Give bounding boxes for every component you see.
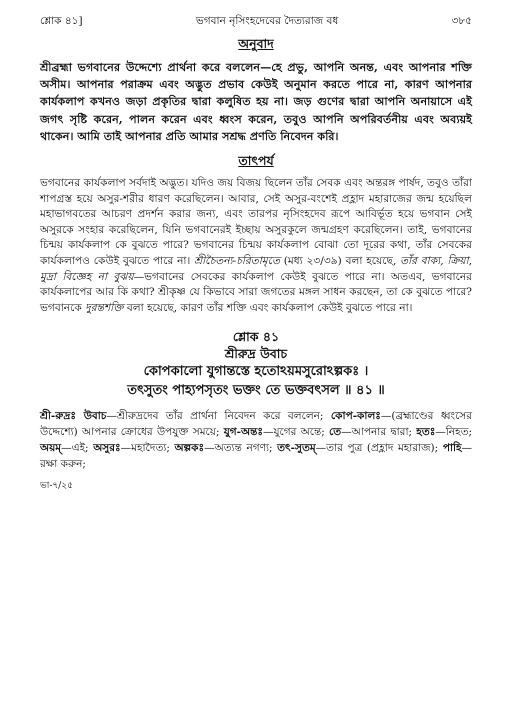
page-header xyxy=(40,14,472,28)
purport-part-2: (মধ্য ২৩/৩৯) বলা হয়েছে, xyxy=(279,254,401,267)
translation-text: শ্রীব্রহ্মা ভগবানের উদ্দেশ্যে প্রার্থনা করে বললেন—হে প্রভু, আপনি অনন্ত, এবং আপনার শক্তি অসীম। আপনার পরাক্রম এবং অদ্ভুত প্রভাব কেউই অনুমান করতে পারে না, কারণ আপনার কার্যকলাপ কখনও জড়া প্রকৃতির দ্বারা কলুষিত হয় না। জড় গুণের দ্বারা আপনি অনায়াসে এই জগৎ সৃষ্টি করেন, পালন করেন এবং ধ্বংস করেন, তবুও আপনি অপরিবর্তনীয় এবং অব্যয়ই থাকেন। আমি তাই আপনার প্রতি আমার সশ্রদ্ধ প্রণতি নিবেদন করি। xyxy=(40,60,472,143)
synonym-term: অল্পকঃ xyxy=(174,442,205,455)
synonym-meaning: —(ব্রহ্মাণ্ডের ধ্বংসের উদ্দেশ্যে) আপনার ক্রোধের উপযুক্ত সময়ে; xyxy=(40,410,472,439)
synonym-meaning: —মহাদৈত্য; xyxy=(120,442,175,455)
synonym-meaning: —শ্রীরুদ্রদেব তাঁর প্রার্থনা নিবেদন করে বললেন; xyxy=(106,410,331,423)
page-footer: ভা-৭/২৫ xyxy=(40,481,73,492)
synonym-term: হতঃ xyxy=(416,426,436,439)
verse-line-1: কোপকালো যুগান্তস্তে হতোঽয়মসুরোঽল্পকঃ । xyxy=(143,364,369,380)
synonym-term: যুগ-অন্তঃ xyxy=(223,426,263,439)
translation-heading: অনুবাদ xyxy=(238,36,274,51)
purport-part-3: —ভগবানের সেবকের কার্যকলাপ কেউই বুঝতে পারে না। অতএব, ভগবানের কার্যকলাপের আর কি কথা? শ্রীকৃষ্ণ যে কিভাবে সারা জগতের মঙ্গল সাধন করছেন, তা কে বুঝতে পারে? ভগবানকে xyxy=(40,270,472,314)
header-verse-ref: শ্লোক ৪১] xyxy=(40,15,83,27)
purport-part-1: ভগবানের কার্যকলাপ সর্বদাই অদ্ভুত। যদিও জয় বিজয় ছিলেন তাঁর সেবক এবং অন্তরঙ্গ পার্ষদ, তবুও তাঁরা শাপগ্রস্ত হয়ে অসুর-শরীর ধারণ করেছিলেন। আবার, সেই অসুর-বংশেই প্রহ্লাদ মহারাজের জন্ম হয়েছিল মহাভাগবতের আচরণ প্রদর্শন করার জন্য, এবং তারপর নৃসিংহদেব রূপে আবির্ভূত হয়ে ভগবান সেই অসুরকে সংহার করেছিলেন, যিনি ভগবানেরই ইচ্ছায় অসুরকুলে জন্মগ্রহণ করেছিলেন। তাই, ভগবানের চিন্ময় কার্যকলাপ কে বুঝতে পারে? ভগবানের চিন্ময় কার্যকলাপ বোঝা তো দূরের কথা, তাঁর সেবকের কার্যকলাপও কেউই বুঝতে পারে না। xyxy=(40,177,472,267)
purport-text xyxy=(40,176,472,316)
page xyxy=(40,14,472,493)
purport-part-4: বলা হয়েছে, কারণ তাঁর শক্তি এবং কার্যকলাপ কেউই বুঝতে পারে না। xyxy=(123,301,413,314)
synonym-meaning: —তার পুত্র (প্রহ্লাদ মহারাজ); xyxy=(315,442,443,455)
synonym-term: অয়ম্ xyxy=(40,442,62,455)
verse-speaker: শ্রীরুদ্র উবাচ xyxy=(224,346,288,362)
synonym-term: অসুরঃ xyxy=(93,442,121,455)
synonym-meaning: —যুগের অন্তে; xyxy=(262,426,330,439)
purport-italic-1: শ্রীচৈতন্য-চরিতামৃতে xyxy=(194,254,280,267)
synonym-meaning: —আপনার দ্বারা; xyxy=(341,426,417,439)
synonym-meaning: —রক্ষা করুন; xyxy=(40,442,473,471)
purport-italic-3: দুরন্তশক্তি xyxy=(85,301,124,314)
synonyms xyxy=(40,408,472,472)
purport-italic-2: তাঁর বাক্য, ক্রিয়া, মুদ্রা বিজ্ঞেহ না বুঝয় xyxy=(40,254,472,283)
synonym-term: তে xyxy=(329,426,342,439)
header-chapter-title: ভগবান নৃসিংহদেবের দৈত্যরাজ বধ xyxy=(195,15,339,27)
purport-heading: তাৎপর্য xyxy=(238,153,274,169)
synonym-meaning: —এই; xyxy=(61,442,94,455)
synonym-meaning: —অত্যন্ত নগণ্য; xyxy=(204,442,278,455)
synonym-term: পাহি xyxy=(442,442,462,455)
header-page-number: ৩৮৫ xyxy=(451,15,472,27)
synonym-term: কোপ-কালঃ xyxy=(330,410,381,423)
synonym-meaning: —নিহত; xyxy=(435,426,473,439)
synonym-term: শ্রী-রুদ্রঃ উবাচ xyxy=(40,410,107,423)
verse-number: শ্লোক ৪১ xyxy=(232,329,280,345)
synonym-term: তৎ-সুতম্ xyxy=(277,442,316,455)
verse-line-2: তৎসুতং পাহ্যপসৃতং ভক্তং তে ভক্তবৎসল ॥ ৪১ ॥ xyxy=(127,383,385,399)
